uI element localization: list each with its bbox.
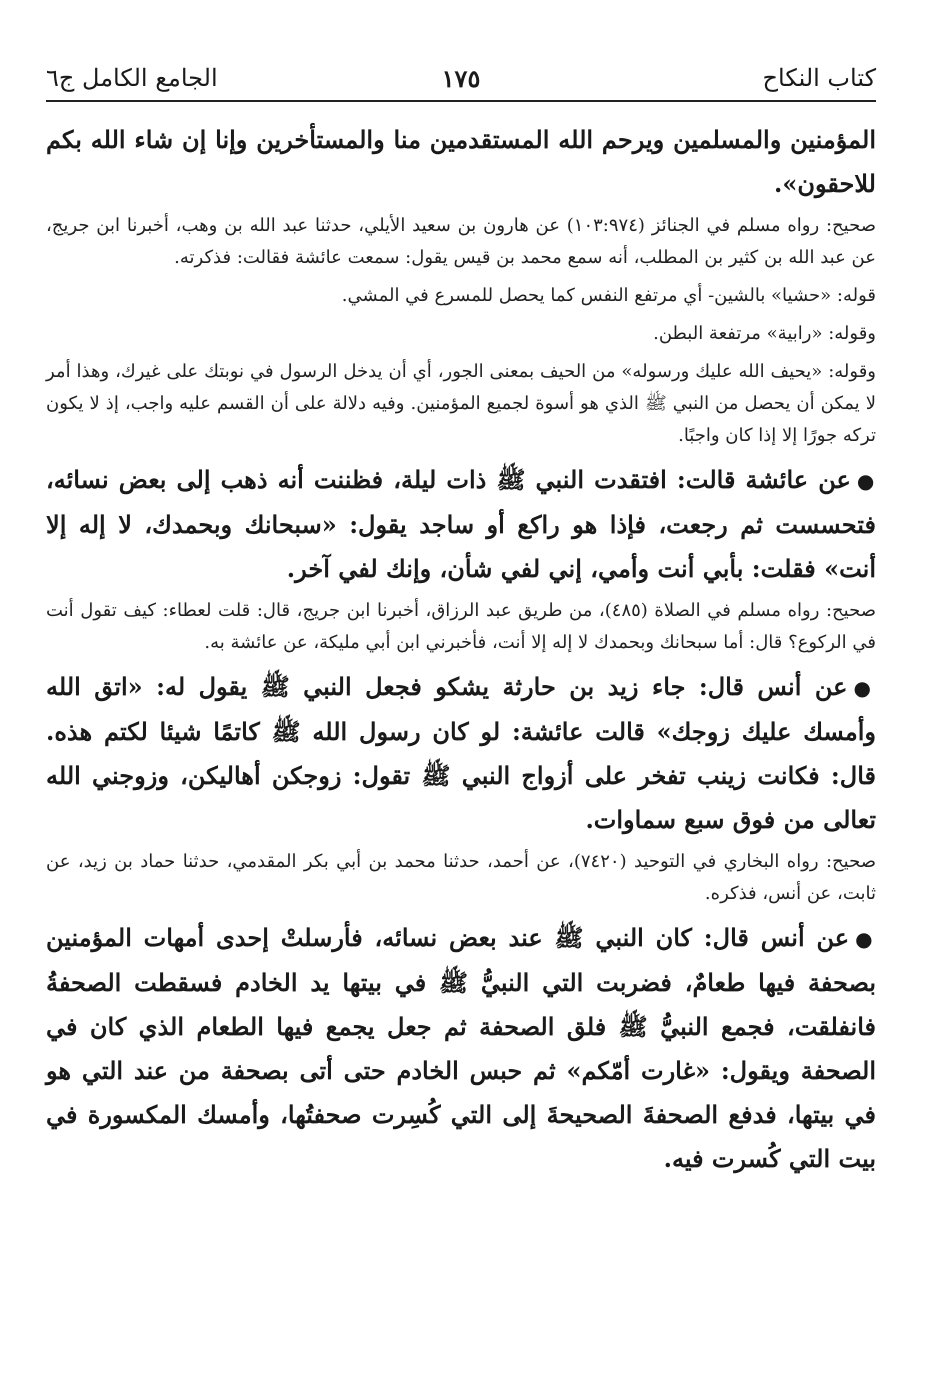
commentary-note: وقوله: «رابية» مرتفعة البطن. [653, 323, 876, 344]
book-title: الجامع الكامل ج٦ [46, 64, 218, 92]
chapter-title: كتاب النكاح [762, 64, 876, 92]
takhrij-note: صحيح: رواه مسلم في الجنائز (١٠٣:٩٧٤) عن هارون بن سعيد الأيلي، حدثنا عبد الله بن وهب، أخبرنا ابن جريج، عن عبد الله بن كثير بن المطلب، أنه سمع محمد بن قيس يقول: سمعت عائشة فقالت: فذكرته. [46, 215, 876, 268]
hadith-continuation: المؤمنين والمسلمين ويرحم الله المستقدمين منا والمستأخرين وإنا إن شاء الله بكم للاحقون». [46, 125, 876, 198]
bullet-icon: ● [855, 927, 876, 951]
commentary-note: وقوله: «يحيف الله عليك ورسوله» من الحيف بمعنى الجور، أي أن يدخل الرسول في نوبتك على غيرك، وهذا أمر لا يمكن أن يحصل من النبي ﷺ الذي هو أسوة لجميع المؤمنين. وفيه دلالة على أن القسم عليه واجب، إذ لا يكون تركه جورًا إلا إذا كان واجبًا. [46, 361, 876, 446]
commentary-note: قوله: «حشيا» بالشين- أي مرتفع النفس كما يحصل للمسرع في المشي. [341, 285, 876, 306]
takhrij-note: صحيح: رواه مسلم في الصلاة (٤٨٥)، من طريق عبد الرزاق، أخبرنا ابن جريج، قال: قلت لعطاء: كيف تقول أنت في الركوع؟ قال: أما سبحانك وبحمدك لا إله إلا أنت، فأخبرني ابن أبي مليكة، عن عائشة به. [46, 600, 877, 653]
page-number: ١٧٥ [441, 63, 481, 93]
hadith-text: ●عن عائشة قالت: افتقدت النبي ﷺ ذات ليلة، فظننت أنه ذهب إلى بعض نسائه، فتحسست ثم رجعت، فإذا هو راكع أو ساجد يقول: «سبحانك وبحمدك، لا إله إلا أنت» فقلت: بأبي أنت وأمي، إني لفي شأن، وإنك لفي آخر. [46, 465, 876, 583]
takhrij-note: صحيح: رواه البخاري في التوحيد (٧٤٢٠)، عن أحمد، حدثنا محمد بن أبي بكر المقدمي، حدثنا حماد بن زيد، عن ثابت، عن أنس، فذكره. [46, 851, 876, 904]
page-header [46, 58, 876, 98]
header-rule [46, 100, 876, 102]
hadith-text: ●عن أنس قال: جاء زيد بن حارثة يشكو فجعل النبي ﷺ يقول له: «اتق الله وأمسك عليك زوجك» قالت عائشة: لو كان رسول الله ﷺ كاتمًا شيئا لكتم هذه. قال: فكانت زينب تفخر على أزواج النبي ﷺ تقول: زوجكن أهاليكن، وزوجني الله تعالى من فوق سبع سماوات. [46, 672, 876, 834]
page-content [46, 118, 876, 1185]
hadith-text: ●عن أنس قال: كان النبي ﷺ عند بعض نسائه، فأرسلتْ إحدى أمهات المؤمنين بصحفة فيها طعامٌ، فضربت التي النبيُّ ﷺ في بيتها يد الخادم فسقطت الصحفةُ فانفلقت، فجمع النبيُّ ﷺ فلق الصحفة ثم جعل يجمع فيها الطعام الذي كان في الصحفة ويقول: «غارت أمّكم» ثم حبس الخادم حتى أتى بصحفة من عند التي هو في بيتها، فدفع الصحفةَ الصحيحةَ إلى التي كُسِرت صحفتُها، وأمسك المكسورة في بيت التي كُسرت فيه. [46, 923, 876, 1173]
bullet-icon: ● [856, 469, 876, 493]
bullet-icon: ● [853, 676, 876, 700]
